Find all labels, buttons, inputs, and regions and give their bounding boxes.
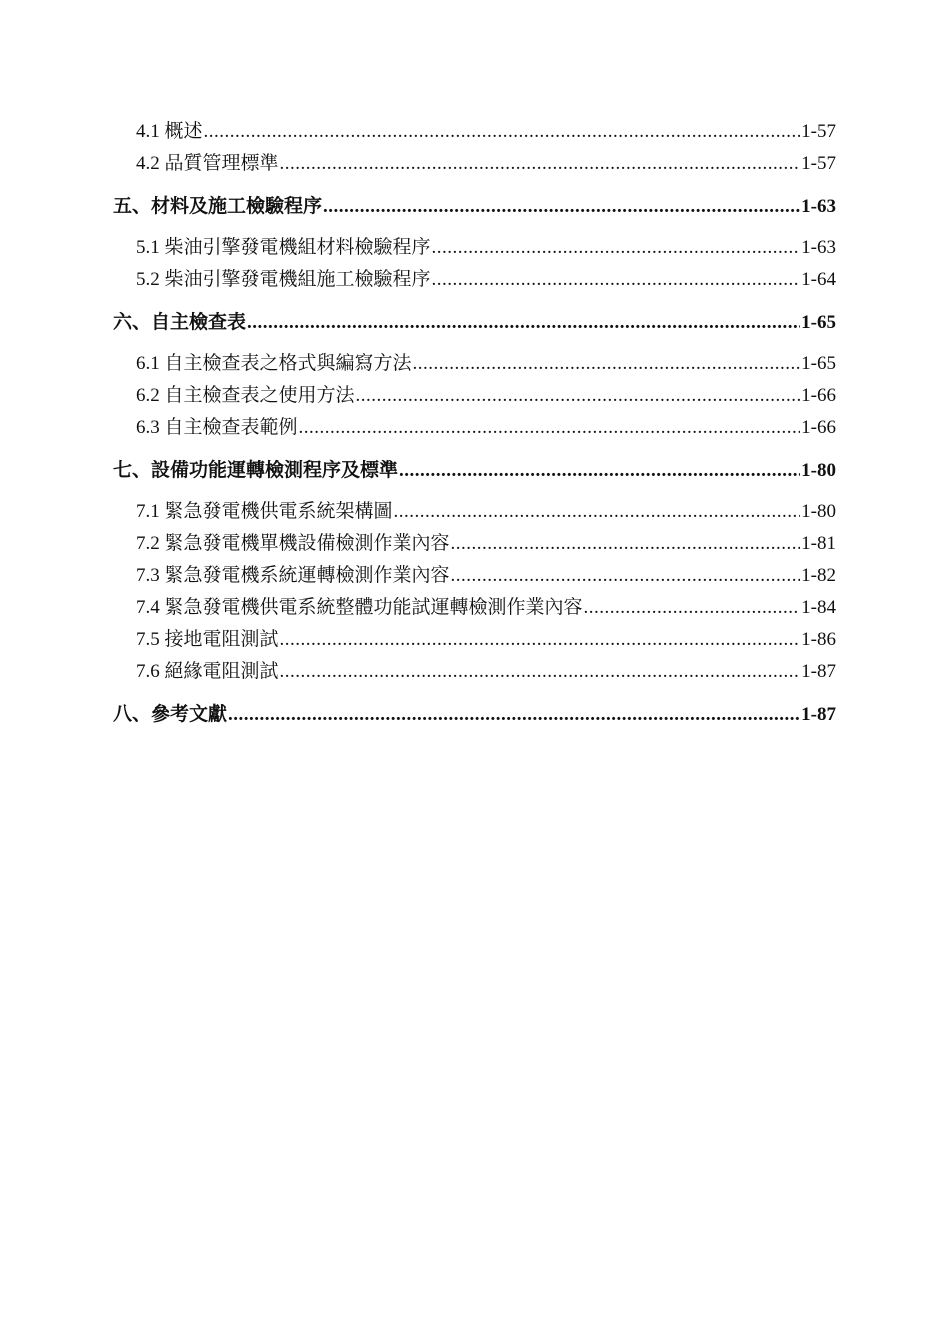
toc-entry-7-5[interactable] — [113, 624, 836, 656]
toc-entry-title: 7.4 緊急發電機供電系統整體功能試運轉檢測作業內容 — [136, 592, 583, 624]
toc-entry-7-4[interactable] — [113, 592, 836, 624]
toc-page-number: 1-65 — [801, 312, 836, 333]
table-of-contents — [113, 116, 836, 740]
dot-leader — [204, 116, 801, 148]
dot-leader — [299, 412, 801, 444]
toc-page-number: 1-66 — [801, 385, 836, 406]
toc-entry-title: 6.3 自主檢查表範例 — [136, 412, 298, 444]
toc-entry-5-1[interactable] — [113, 232, 836, 264]
toc-entry-title: 4.1 概述 — [136, 116, 203, 148]
toc-entry-title: 7.5 接地電阻測試 — [136, 624, 279, 656]
toc-entry-title: 7.1 緊急發電機供電系統架構圖 — [136, 496, 393, 528]
toc-page-number: 1-87 — [801, 704, 836, 725]
dot-leader — [394, 496, 801, 528]
dot-leader — [399, 454, 800, 487]
toc-page-number: 1-86 — [801, 629, 836, 650]
dot-leader — [247, 306, 800, 339]
toc-page-number: 1-65 — [801, 353, 836, 374]
toc-entry-6-3[interactable] — [113, 412, 836, 444]
toc-entry-title: 5.2 柴油引擎發電機組施工檢驗程序 — [136, 264, 431, 296]
toc-entry-7-2[interactable] — [113, 528, 836, 560]
toc-chapter-7[interactable] — [113, 454, 836, 487]
toc-page-number: 1-80 — [801, 460, 836, 481]
toc-chapter-5[interactable] — [113, 190, 836, 223]
dot-leader — [280, 148, 801, 180]
toc-page-number: 1-81 — [801, 533, 836, 554]
toc-page-number: 1-66 — [801, 417, 836, 438]
dot-leader — [432, 264, 801, 296]
toc-page-number: 1-57 — [801, 121, 836, 142]
dot-leader — [451, 528, 801, 560]
toc-entry-title: 4.2 品質管理標準 — [136, 148, 279, 180]
toc-chapter-title: 五、材料及施工檢驗程序 — [113, 190, 322, 223]
toc-entry-title: 7.6 絕緣電阻測試 — [136, 656, 279, 688]
toc-entry-title: 6.2 自主檢查表之使用方法 — [136, 380, 355, 412]
toc-entry-6-2[interactable] — [113, 380, 836, 412]
toc-page-number: 1-64 — [801, 269, 836, 290]
toc-page-number: 1-80 — [801, 501, 836, 522]
toc-entry-title: 6.1 自主檢查表之格式與編寫方法 — [136, 348, 412, 380]
toc-entry-4-1[interactable] — [113, 116, 836, 148]
toc-entry-title: 7.3 緊急發電機系統運轉檢測作業內容 — [136, 560, 450, 592]
toc-chapter-title: 六、自主檢查表 — [113, 306, 246, 339]
toc-entry-6-1[interactable] — [113, 348, 836, 380]
dot-leader — [356, 380, 801, 412]
dot-leader — [584, 592, 801, 624]
toc-entry-7-3[interactable] — [113, 560, 836, 592]
toc-entry-4-2[interactable] — [113, 148, 836, 180]
dot-leader — [451, 560, 801, 592]
toc-page-number: 1-63 — [801, 196, 836, 217]
toc-chapter-title: 八、參考文獻 — [113, 698, 227, 731]
toc-entry-title: 5.1 柴油引擎發電機組材料檢驗程序 — [136, 232, 431, 264]
toc-entry-5-2[interactable] — [113, 264, 836, 296]
dot-leader — [280, 624, 801, 656]
dot-leader — [413, 348, 801, 380]
dot-leader — [323, 190, 800, 223]
toc-chapter-8[interactable] — [113, 698, 836, 731]
toc-entry-7-6[interactable] — [113, 656, 836, 688]
dot-leader — [280, 656, 801, 688]
toc-chapter-title: 七、設備功能運轉檢測程序及標準 — [113, 454, 398, 487]
toc-page-number: 1-87 — [801, 661, 836, 682]
toc-entry-7-1[interactable] — [113, 496, 836, 528]
toc-page-number: 1-63 — [801, 237, 836, 258]
toc-page-number: 1-82 — [801, 565, 836, 586]
toc-chapter-6[interactable] — [113, 306, 836, 339]
dot-leader — [432, 232, 801, 264]
toc-page-number: 1-57 — [801, 153, 836, 174]
toc-page-number: 1-84 — [801, 597, 836, 618]
dot-leader — [228, 698, 800, 731]
toc-entry-title: 7.2 緊急發電機單機設備檢測作業內容 — [136, 528, 450, 560]
